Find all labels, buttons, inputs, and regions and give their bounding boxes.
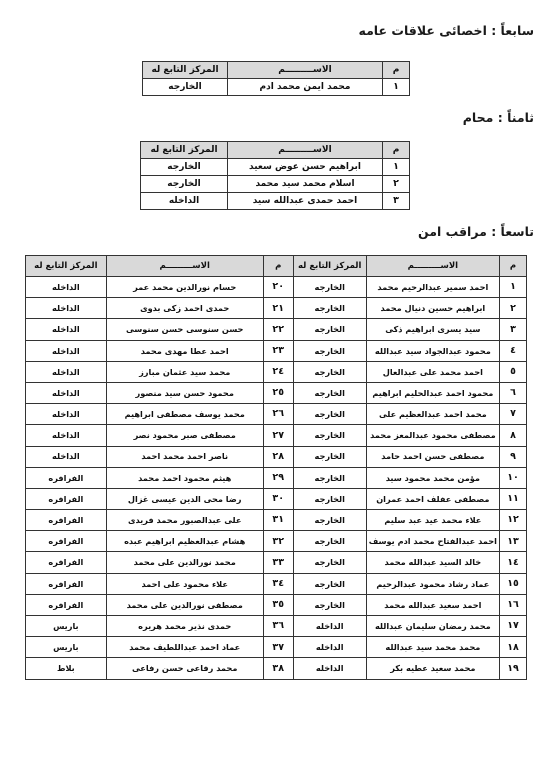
cell-name: سيد يسرى ابراهيم ذكى [366, 319, 499, 340]
cell-center: الخارجه [293, 404, 366, 425]
cell-center: الخارجه [293, 340, 366, 361]
cell-num: ٢٥ [263, 382, 293, 403]
col-header-num: م [500, 256, 527, 277]
cell-name: هيثم محمود احمد محمد [106, 467, 263, 488]
table-row [26, 467, 527, 488]
cell-name: على عبدالصبور محمد فريدى [106, 510, 263, 531]
cell-name: مصطفى نورالدين على محمد [106, 594, 263, 615]
cell-num: ١ [383, 159, 410, 176]
cell-name: مؤمن محمد محمود سيد [366, 467, 499, 488]
cell-num: ٣٣ [263, 552, 293, 573]
cell-num: ٢٧ [263, 425, 293, 446]
cell-name: علاء محمود على احمد [106, 573, 263, 594]
table-row [26, 637, 527, 658]
cell-center: الخارجه [293, 298, 366, 319]
cell-name: محمد رمضان سليمان عبدالله [366, 616, 499, 637]
cell-name: احمد سعيد عبدالله محمد [366, 594, 499, 615]
col-header-center: المركز التابع له [293, 256, 366, 277]
table-row [141, 159, 410, 176]
cell-num: ٣٢ [263, 531, 293, 552]
cell-center: الخارجه [141, 176, 228, 193]
cell-name: رضا محى الدين عيسى غزال [106, 488, 263, 509]
cell-center: الداخله [26, 319, 107, 340]
table-row [26, 531, 527, 552]
cell-name: احمد عطا مهدى محمد [106, 340, 263, 361]
cell-center: الفرافره [26, 488, 107, 509]
cell-name: ابراهيم حسن عوض سعيد [228, 159, 383, 176]
cell-center: بلاط [26, 658, 107, 679]
cell-name: محمود حسن سيد منصور [106, 382, 263, 403]
cell-num: ١٢ [500, 510, 527, 531]
cell-name: حسام نورالدين محمد عمر [106, 277, 263, 298]
cell-center: باريس [26, 616, 107, 637]
cell-num: ٢٦ [263, 404, 293, 425]
table-row [26, 552, 527, 573]
cell-num: ٣٧ [263, 637, 293, 658]
cell-num: ٢٩ [263, 467, 293, 488]
cell-name: احمد عبدالفتاح محمد ادم يوسف [366, 531, 499, 552]
cell-num: ٦ [500, 382, 527, 403]
cell-num: ١٦ [500, 594, 527, 615]
cell-center: الداخله [293, 658, 366, 679]
cell-num: ٣ [500, 319, 527, 340]
cell-name: مصطفى صبر محمود نصر [106, 425, 263, 446]
cell-num: ٨ [500, 425, 527, 446]
cell-num: ٢٣ [263, 340, 293, 361]
col-header-name: الاســـــــــم [106, 256, 263, 277]
cell-center: الفرافره [26, 510, 107, 531]
table-row [143, 79, 410, 96]
cell-num: ٣١ [263, 510, 293, 531]
cell-num: ٢٢ [263, 319, 293, 340]
cell-center: الداخله [293, 616, 366, 637]
table-row [26, 382, 527, 403]
cell-num: ٣٠ [263, 488, 293, 509]
cell-center: الخارجه [293, 573, 366, 594]
cell-center: الداخله [26, 382, 107, 403]
cell-num: ٣٦ [263, 616, 293, 637]
cell-center: الخارجه [293, 361, 366, 382]
cell-center: الداخله [26, 425, 107, 446]
cell-center: الفرافره [26, 573, 107, 594]
cell-name: محمد نورالدين على محمد [106, 552, 263, 573]
cell-center: الخارجه [293, 510, 366, 531]
cell-center: الفرافره [26, 552, 107, 573]
cell-num: ١ [500, 277, 527, 298]
cell-name: محمد سعيد عطيه بكر [366, 658, 499, 679]
table-row [141, 193, 410, 210]
cell-center: الخارجه [293, 552, 366, 573]
cell-center: الخارجه [143, 79, 228, 96]
cell-center: باريس [26, 637, 107, 658]
cell-name: عماد رشاد محمود عبدالرحيم [366, 573, 499, 594]
cell-name: احمد حمدى عبدالله سيد [228, 193, 383, 210]
table-row [26, 510, 527, 531]
table-row [26, 573, 527, 594]
section-heading-security: تاسعاً : مراقب امن [418, 224, 534, 239]
cell-center: الخارجه [293, 277, 366, 298]
col-header-num: م [383, 142, 410, 159]
col-header-center: المركز التابع له [26, 256, 107, 277]
section-heading-lawyer: ثامناً : محام [462, 110, 534, 125]
cell-name: عماد احمد عبداللطيف محمد [106, 637, 263, 658]
table-row [26, 446, 527, 467]
cell-center: الداخله [26, 446, 107, 467]
table-row [26, 594, 527, 615]
table-row [26, 277, 527, 298]
cell-name: علاء محمد عيد عبد سليم [366, 510, 499, 531]
cell-name: محمود احمد عبدالحليم ابراهيم [366, 382, 499, 403]
col-header-center: المركز التابع له [143, 62, 228, 79]
cell-num: ٣ [383, 193, 410, 210]
public-relations-table [142, 61, 410, 96]
cell-num: ٢٨ [263, 446, 293, 467]
section-heading-public-relations: سابعاً : اخصائى علاقات عامه [358, 23, 534, 38]
cell-num: ١٨ [500, 637, 527, 658]
table-row [26, 616, 527, 637]
col-header-name: الاســـــــــم [366, 256, 499, 277]
security-guard-table [25, 255, 527, 680]
cell-name: هشام عبدالعظيم ابراهيم عبده [106, 531, 263, 552]
col-header-center: المركز التابع له [141, 142, 228, 159]
cell-center: الداخله [26, 404, 107, 425]
col-header-num: م [263, 256, 293, 277]
cell-name: محمد احمد عبدالعظيم على [366, 404, 499, 425]
cell-num: ٣٥ [263, 594, 293, 615]
cell-num: ٣٨ [263, 658, 293, 679]
cell-center: الخارجه [293, 488, 366, 509]
table-row [26, 425, 527, 446]
cell-num: ١٣ [500, 531, 527, 552]
cell-name: ابراهيم حسين دنيال محمد [366, 298, 499, 319]
cell-num: ١٩ [500, 658, 527, 679]
cell-center: الداخله [26, 361, 107, 382]
cell-center: الفرافره [26, 531, 107, 552]
cell-center: الخارجه [293, 467, 366, 488]
cell-num: ٥ [500, 361, 527, 382]
cell-num: ٧ [500, 404, 527, 425]
cell-center: الفرافره [26, 467, 107, 488]
table-header-row [141, 142, 410, 159]
cell-name: مصطفى محمود عبدالمعز محمد [366, 425, 499, 446]
cell-center: الخارجه [141, 159, 228, 176]
table-row [26, 488, 527, 509]
cell-num: ١١ [500, 488, 527, 509]
col-header-name: الاســـــــــم [228, 62, 383, 79]
cell-center: الخارجه [293, 382, 366, 403]
cell-num: ٢ [500, 298, 527, 319]
lawyer-table [140, 141, 410, 210]
cell-name: ناصر احمد محمد احمد [106, 446, 263, 467]
cell-name: خالد السيد عبدالله محمد [366, 552, 499, 573]
table-row [26, 361, 527, 382]
cell-num: ١٥ [500, 573, 527, 594]
cell-center: الخارجه [293, 594, 366, 615]
cell-name: حسن سنوسى حسن سنوسى [106, 319, 263, 340]
col-header-name: الاســـــــــم [228, 142, 383, 159]
table-row [26, 404, 527, 425]
table-header-row [143, 62, 410, 79]
cell-name: اسلام محمد سيد محمد [228, 176, 383, 193]
cell-num: ٤ [500, 340, 527, 361]
cell-num: ١ [383, 79, 410, 96]
cell-num: ٢٠ [263, 277, 293, 298]
cell-name: مصطفى حسن احمد حامد [366, 446, 499, 467]
cell-name: حمدى احمد زكى بدوى [106, 298, 263, 319]
cell-num: ١٧ [500, 616, 527, 637]
cell-center: الداخله [293, 637, 366, 658]
table-row [26, 319, 527, 340]
cell-name: محمد يوسف مصطفى ابراهيم [106, 404, 263, 425]
cell-num: ١٤ [500, 552, 527, 573]
table-row [26, 298, 527, 319]
table-row [26, 340, 527, 361]
cell-num: ٢٤ [263, 361, 293, 382]
cell-name: احمد سمير عبدالرحيم محمد [366, 277, 499, 298]
cell-num: ٣٤ [263, 573, 293, 594]
cell-num: ٢١ [263, 298, 293, 319]
table-row [26, 658, 527, 679]
cell-name: محمد رفاعى حسن رفاعى [106, 658, 263, 679]
cell-center: الداخله [26, 298, 107, 319]
cell-center: الخارجه [293, 446, 366, 467]
table-row [141, 176, 410, 193]
col-header-num: م [383, 62, 410, 79]
cell-center: الخارجه [293, 425, 366, 446]
cell-name: محمد محمد سيد عبدالله [366, 637, 499, 658]
cell-center: الخارجه [293, 319, 366, 340]
cell-name: مصطفى عفلف احمد عمران [366, 488, 499, 509]
cell-center: الداخله [141, 193, 228, 210]
cell-name: محمد سيد عثمان مبارز [106, 361, 263, 382]
cell-name: محمود عبدالجواد سيد عبدالله [366, 340, 499, 361]
cell-name: حمدى نذير محمد هريره [106, 616, 263, 637]
cell-center: الداخله [26, 277, 107, 298]
cell-center: الخارجه [293, 531, 366, 552]
cell-num: ٢ [383, 176, 410, 193]
cell-center: الفرافره [26, 594, 107, 615]
cell-name: محمد ايمن محمد ادم [228, 79, 383, 96]
table-header-row [26, 256, 527, 277]
cell-name: احمد محمد على عبدالعال [366, 361, 499, 382]
cell-num: ٩ [500, 446, 527, 467]
cell-num: ١٠ [500, 467, 527, 488]
cell-center: الداخله [26, 340, 107, 361]
